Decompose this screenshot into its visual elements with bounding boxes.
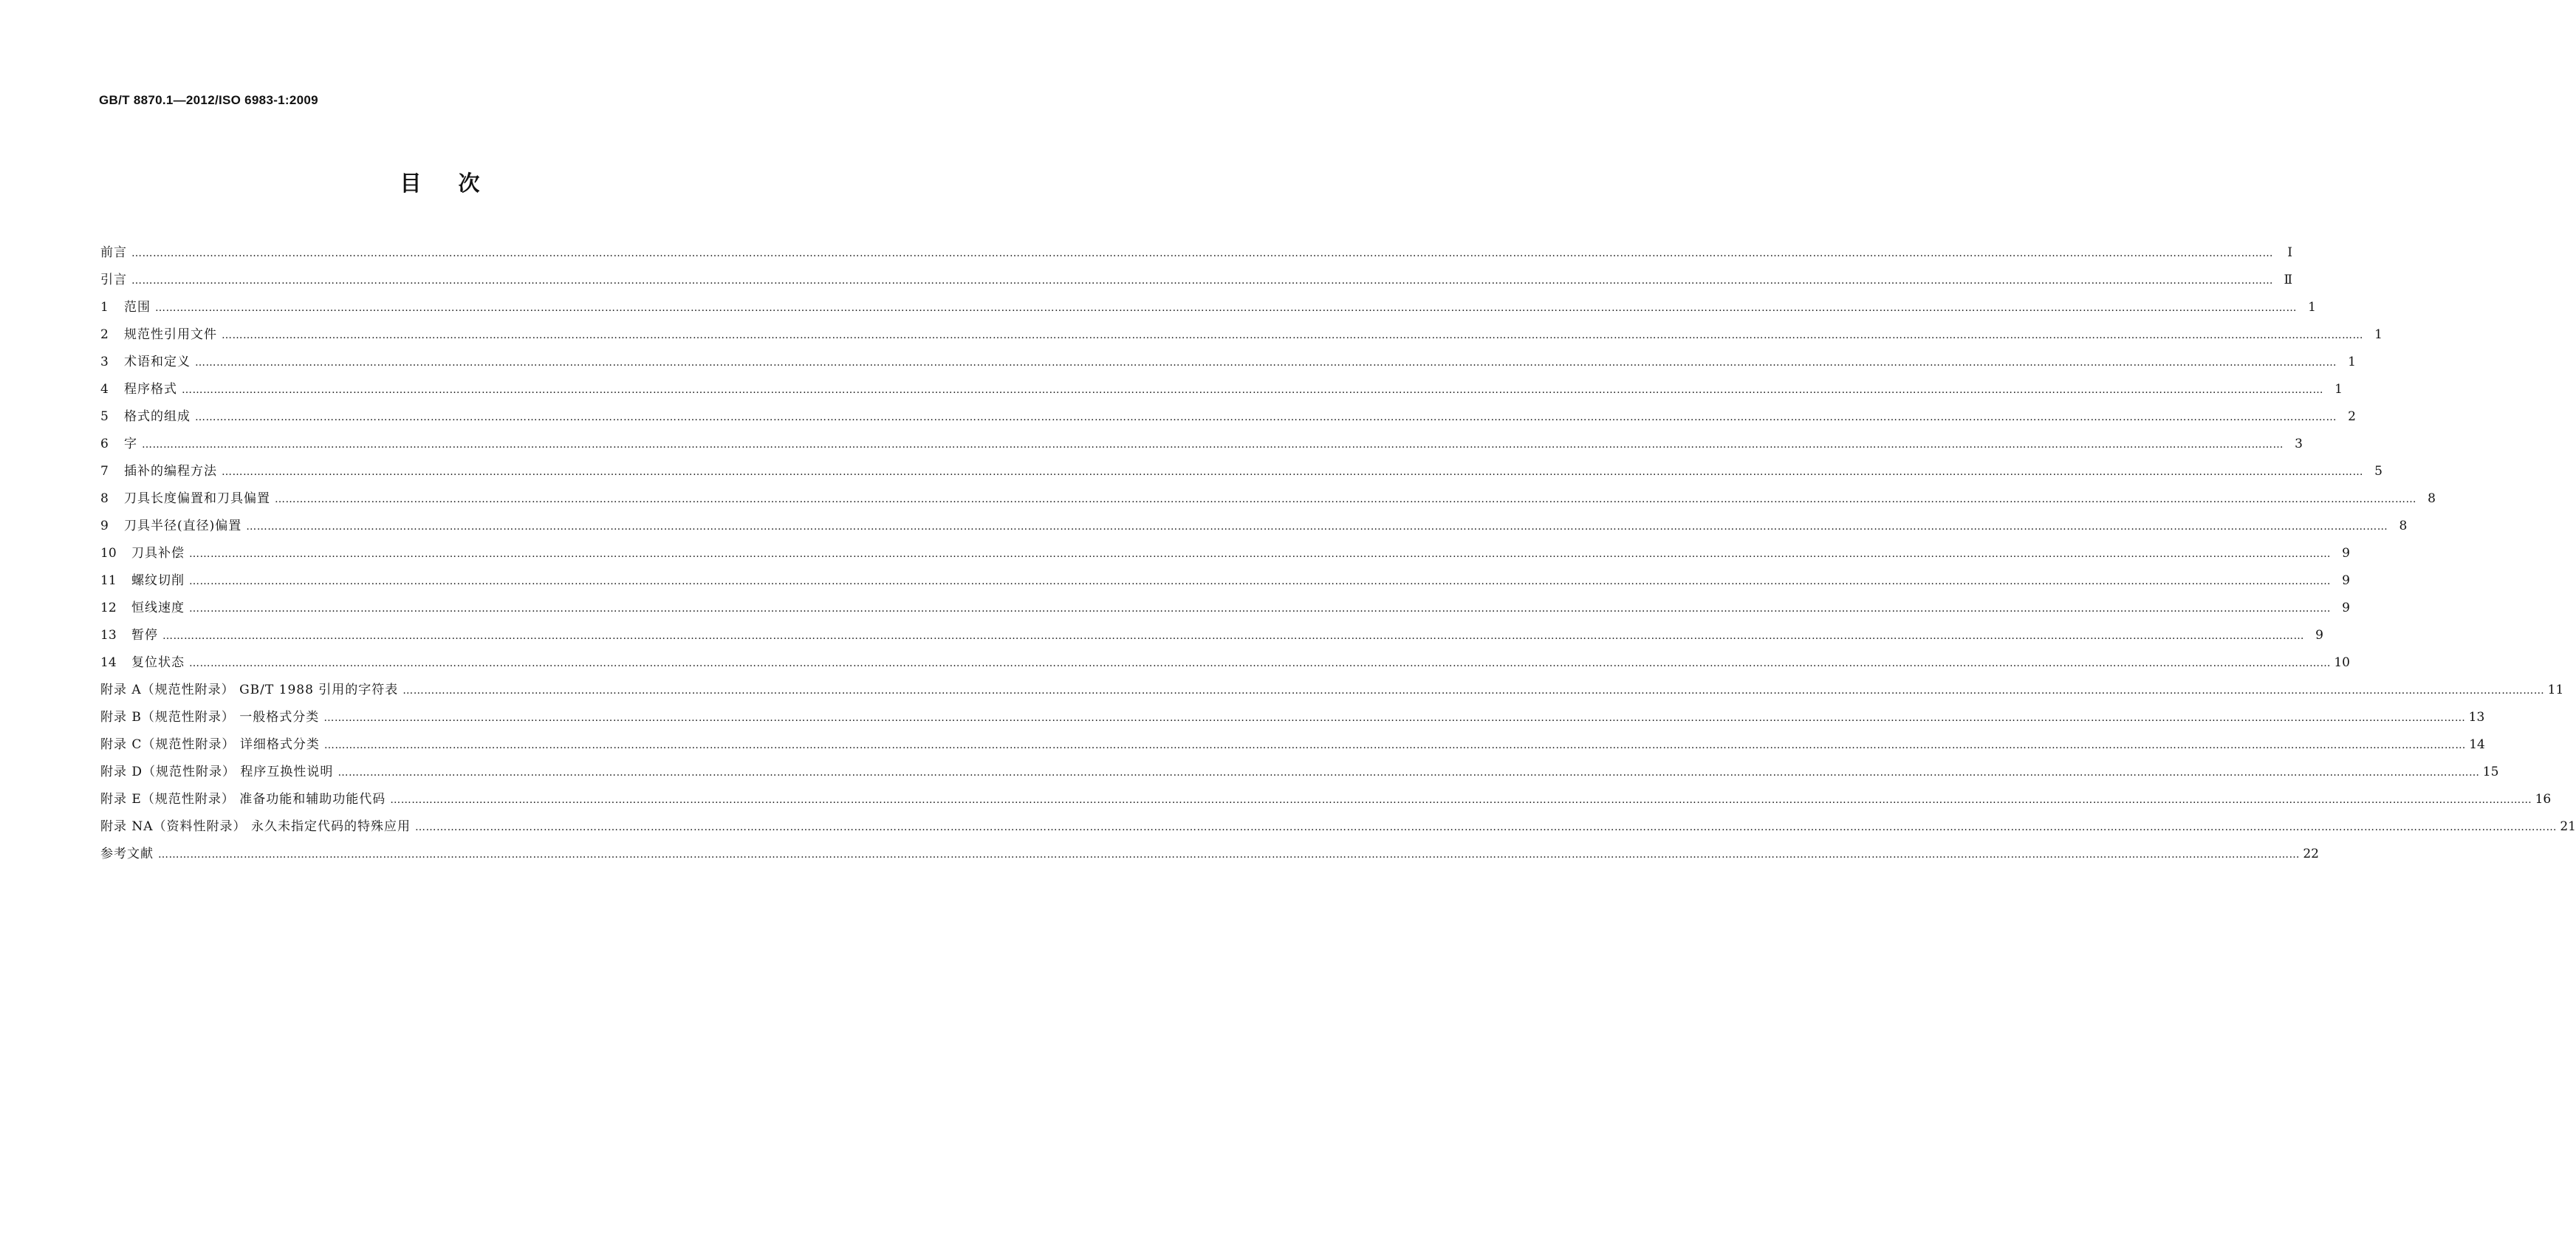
toc-entry-label: 恒线速度: [131, 601, 185, 615]
toc-entry[interactable]: [100, 244, 2292, 271]
toc-entry-label: 插补的编程方法: [124, 464, 217, 479]
toc-entry-label: 附录 B（规范性附录） 一般格式分类: [100, 710, 320, 725]
toc-dot-leader: ……………………………………………………………………………………………………………………………………………………………………………………………………………………………………………………………………………………………………………………………………………………………………………………………………………………………………………………………………………………………………………………………………………………: [131, 275, 2273, 287]
toc-entry[interactable]: [100, 845, 2319, 872]
toc-entry-label: 术语和定义: [124, 355, 191, 369]
toc-dot-leader: ……………………………………………………………………………………………………………………………………………………………………………………………………………………………………………………………………………………………………………………………………………………………………………………………………………………………………………………………………………………………………………………………………………………: [189, 548, 2331, 560]
toc-entry-page-number: 1: [2374, 327, 2383, 342]
toc-entry-number: 14: [100, 655, 117, 670]
toc-dot-leader: ……………………………………………………………………………………………………………………………………………………………………………………………………………………………………………………………………………………………………………………………………………………………………………………………………………………………………………………………………………………………………………………………………………………: [323, 739, 2466, 751]
toc-entry-number: 12: [100, 601, 117, 615]
toc-entry-number: 10: [100, 546, 117, 561]
toc-entry-number: 4: [100, 382, 109, 397]
toc-entry[interactable]: [100, 736, 2485, 763]
toc-entry-number: 2: [100, 327, 109, 342]
toc-entry-label: 范围: [124, 300, 151, 315]
toc-entry-label: 规范性引用文件: [124, 327, 217, 342]
toc-dot-leader: ……………………………………………………………………………………………………………………………………………………………………………………………………………………………………………………………………………………………………………………………………………………………………………………………………………………………………………………………………………………………………………………………………………………: [402, 685, 2545, 697]
toc-entry[interactable]: [100, 271, 2292, 298]
toc-dot-leader: ……………………………………………………………………………………………………………………………………………………………………………………………………………………………………………………………………………………………………………………………………………………………………………………………………………………………………………………………………………………………………………………………………………………: [323, 712, 2466, 724]
toc-entry[interactable]: [100, 517, 2408, 544]
toc-entry-page-number: 21: [2560, 819, 2576, 834]
toc-entry-number: 6: [100, 437, 109, 451]
toc-dot-leader: ……………………………………………………………………………………………………………………………………………………………………………………………………………………………………………………………………………………………………………………………………………………………………………………………………………………………………………………………………………………………………………………………………………………: [155, 302, 2297, 314]
toc-entry-number: 7: [100, 464, 109, 479]
toc-entry-page-number: 5: [2374, 464, 2383, 479]
toc-entry[interactable]: [100, 681, 2564, 708]
toc-dot-leader: ……………………………………………………………………………………………………………………………………………………………………………………………………………………………………………………………………………………………………………………………………………………………………………………………………………………………………………………………………………………………………………………………………………………: [195, 411, 2337, 423]
toc-dot-leader: ……………………………………………………………………………………………………………………………………………………………………………………………………………………………………………………………………………………………………………………………………………………………………………………………………………………………………………………………………………………………………………………………………………………: [142, 439, 2284, 451]
toc-entry-page-number: 9: [2342, 573, 2350, 588]
toc-entry-label: 附录 NA（资料性附录） 永久未指定代码的特殊应用: [100, 819, 411, 834]
toc-entry[interactable]: [100, 818, 2576, 845]
toc-entry-page-number: 9: [2342, 601, 2350, 615]
toc-entry-label: 复位状态: [131, 655, 185, 670]
toc-entry-page-number: 1: [2348, 355, 2356, 369]
toc-dot-leader: ……………………………………………………………………………………………………………………………………………………………………………………………………………………………………………………………………………………………………………………………………………………………………………………………………………………………………………………………………………………………………………………………………………………: [338, 767, 2480, 779]
toc-entry-page-number: 1: [2334, 382, 2343, 397]
toc-entry-page-number: 22: [2303, 847, 2319, 861]
toc-entry-number: 9: [100, 519, 109, 533]
toc-dot-leader: ……………………………………………………………………………………………………………………………………………………………………………………………………………………………………………………………………………………………………………………………………………………………………………………………………………………………………………………………………………………………………………………………………………………: [162, 630, 2304, 642]
toc-dot-leader: ……………………………………………………………………………………………………………………………………………………………………………………………………………………………………………………………………………………………………………………………………………………………………………………………………………………………………………………………………………………………………………………………………………………: [195, 357, 2337, 369]
toc-entry[interactable]: [100, 380, 2343, 408]
toc-entry[interactable]: [100, 654, 2350, 681]
toc-entry-page-number: 3: [2295, 437, 2303, 451]
toc-entry-number: 8: [100, 491, 109, 506]
toc-entry-page-number: 14: [2469, 737, 2485, 752]
toc-entry[interactable]: [100, 408, 2356, 435]
toc-entry-number: 5: [100, 409, 109, 424]
toc-entry-label: 螺纹切削: [131, 573, 185, 588]
toc-entry[interactable]: [100, 462, 2383, 490]
toc-entry[interactable]: [100, 763, 2499, 790]
toc-dot-leader: ……………………………………………………………………………………………………………………………………………………………………………………………………………………………………………………………………………………………………………………………………………………………………………………………………………………………………………………………………………………………………………………………………………………: [182, 384, 2323, 396]
toc-dot-leader: ……………………………………………………………………………………………………………………………………………………………………………………………………………………………………………………………………………………………………………………………………………………………………………………………………………………………………………………………………………………………………………………………………………………: [158, 849, 2300, 861]
page-title: 目次: [400, 171, 517, 196]
toc-entry-label: 参考文献: [100, 847, 154, 861]
toc-entry-label: 刀具补偿: [131, 546, 185, 561]
toc-entry-page-number: 16: [2535, 792, 2552, 807]
toc-entry-page-number: 9: [2342, 546, 2350, 561]
toc-dot-leader: ……………………………………………………………………………………………………………………………………………………………………………………………………………………………………………………………………………………………………………………………………………………………………………………………………………………………………………………………………………………………………………………………………………………: [131, 247, 2273, 259]
toc-entry[interactable]: [100, 790, 2552, 818]
toc-entry-label: 引言: [100, 273, 127, 287]
toc-dot-leader: ……………………………………………………………………………………………………………………………………………………………………………………………………………………………………………………………………………………………………………………………………………………………………………………………………………………………………………………………………………………………………………………………………………………: [222, 329, 2363, 341]
toc-entry-label: 附录 D（规范性附录） 程序互换性说明: [100, 765, 334, 779]
toc-entry-label: 附录 E（规范性附录） 准备功能和辅助功能代码: [100, 792, 386, 807]
toc-entry[interactable]: [100, 708, 2485, 736]
toc-entry-label: 暂停: [131, 628, 158, 643]
toc-entry[interactable]: [100, 298, 2316, 326]
toc-entry-page-number: 8: [2399, 519, 2408, 533]
toc-entry-page-number: 2: [2348, 409, 2356, 424]
toc-entry-label: 刀具长度偏置和刀具偏置: [124, 491, 270, 506]
toc-entry-page-number: 11: [2547, 683, 2564, 697]
toc-entry[interactable]: [100, 353, 2356, 380]
toc-entry[interactable]: [100, 544, 2350, 572]
toc-entry-label: 程序格式: [124, 382, 177, 397]
table-of-contents: [100, 244, 2576, 872]
toc-dot-leader: ……………………………………………………………………………………………………………………………………………………………………………………………………………………………………………………………………………………………………………………………………………………………………………………………………………………………………………………………………………………………………………………………………………………: [189, 657, 2331, 669]
toc-dot-leader: ……………………………………………………………………………………………………………………………………………………………………………………………………………………………………………………………………………………………………………………………………………………………………………………………………………………………………………………………………………………………………………………………………………………: [414, 821, 2557, 833]
toc-entry[interactable]: [100, 326, 2383, 353]
toc-entry[interactable]: [100, 626, 2323, 654]
toc-dot-leader: ……………………………………………………………………………………………………………………………………………………………………………………………………………………………………………………………………………………………………………………………………………………………………………………………………………………………………………………………………………………………………………………………………………………: [222, 466, 2363, 478]
toc-entry-label: 字: [124, 437, 137, 451]
toc-entry-page-number: 9: [2315, 628, 2323, 643]
toc-entry-number: 1: [100, 300, 109, 315]
toc-entry-number: 3: [100, 355, 109, 369]
toc-entry-label: 刀具半径(直径)偏置: [124, 519, 242, 533]
toc-dot-leader: ……………………………………………………………………………………………………………………………………………………………………………………………………………………………………………………………………………………………………………………………………………………………………………………………………………………………………………………………………………………………………………………………………………………: [275, 493, 2416, 505]
toc-dot-leader: ……………………………………………………………………………………………………………………………………………………………………………………………………………………………………………………………………………………………………………………………………………………………………………………………………………………………………………………………………………………………………………………………………………………: [189, 603, 2331, 615]
toc-entry-page-number: 8: [2428, 491, 2436, 506]
toc-dot-leader: ……………………………………………………………………………………………………………………………………………………………………………………………………………………………………………………………………………………………………………………………………………………………………………………………………………………………………………………………………………………………………………………………………………………: [246, 521, 2388, 533]
toc-entry-label: 附录 A（规范性附录） GB/T 1988 引用的字符表: [100, 683, 399, 697]
standard-number-header: GB/T 8870.1—2012/ISO 6983-1:2009: [99, 93, 318, 107]
toc-entry-page-number: 10: [2334, 655, 2350, 670]
toc-entry-number: 13: [100, 628, 117, 643]
toc-entry-label: 附录 C（规范性附录） 详细格式分类: [100, 737, 320, 752]
toc-entry[interactable]: [100, 599, 2350, 626]
toc-entry-page-number: 15: [2482, 765, 2499, 779]
toc-entry-page-number: Ⅱ: [2284, 273, 2292, 287]
toc-entry-page-number: Ⅰ: [2287, 245, 2292, 260]
toc-entry-page-number: 1: [2308, 300, 2316, 315]
toc-dot-leader: ……………………………………………………………………………………………………………………………………………………………………………………………………………………………………………………………………………………………………………………………………………………………………………………………………………………………………………………………………………………………………………………………………………………: [390, 794, 2532, 806]
toc-entry[interactable]: [100, 572, 2350, 599]
toc-entry-label: 前言: [100, 245, 127, 260]
toc-entry-label: 格式的组成: [124, 409, 191, 424]
toc-entry[interactable]: [100, 435, 2303, 462]
toc-entry[interactable]: [100, 490, 2436, 517]
toc-dot-leader: ……………………………………………………………………………………………………………………………………………………………………………………………………………………………………………………………………………………………………………………………………………………………………………………………………………………………………………………………………………………………………………………………………………………: [189, 575, 2331, 587]
toc-entry-page-number: 13: [2468, 710, 2485, 725]
toc-entry-number: 11: [100, 573, 117, 588]
